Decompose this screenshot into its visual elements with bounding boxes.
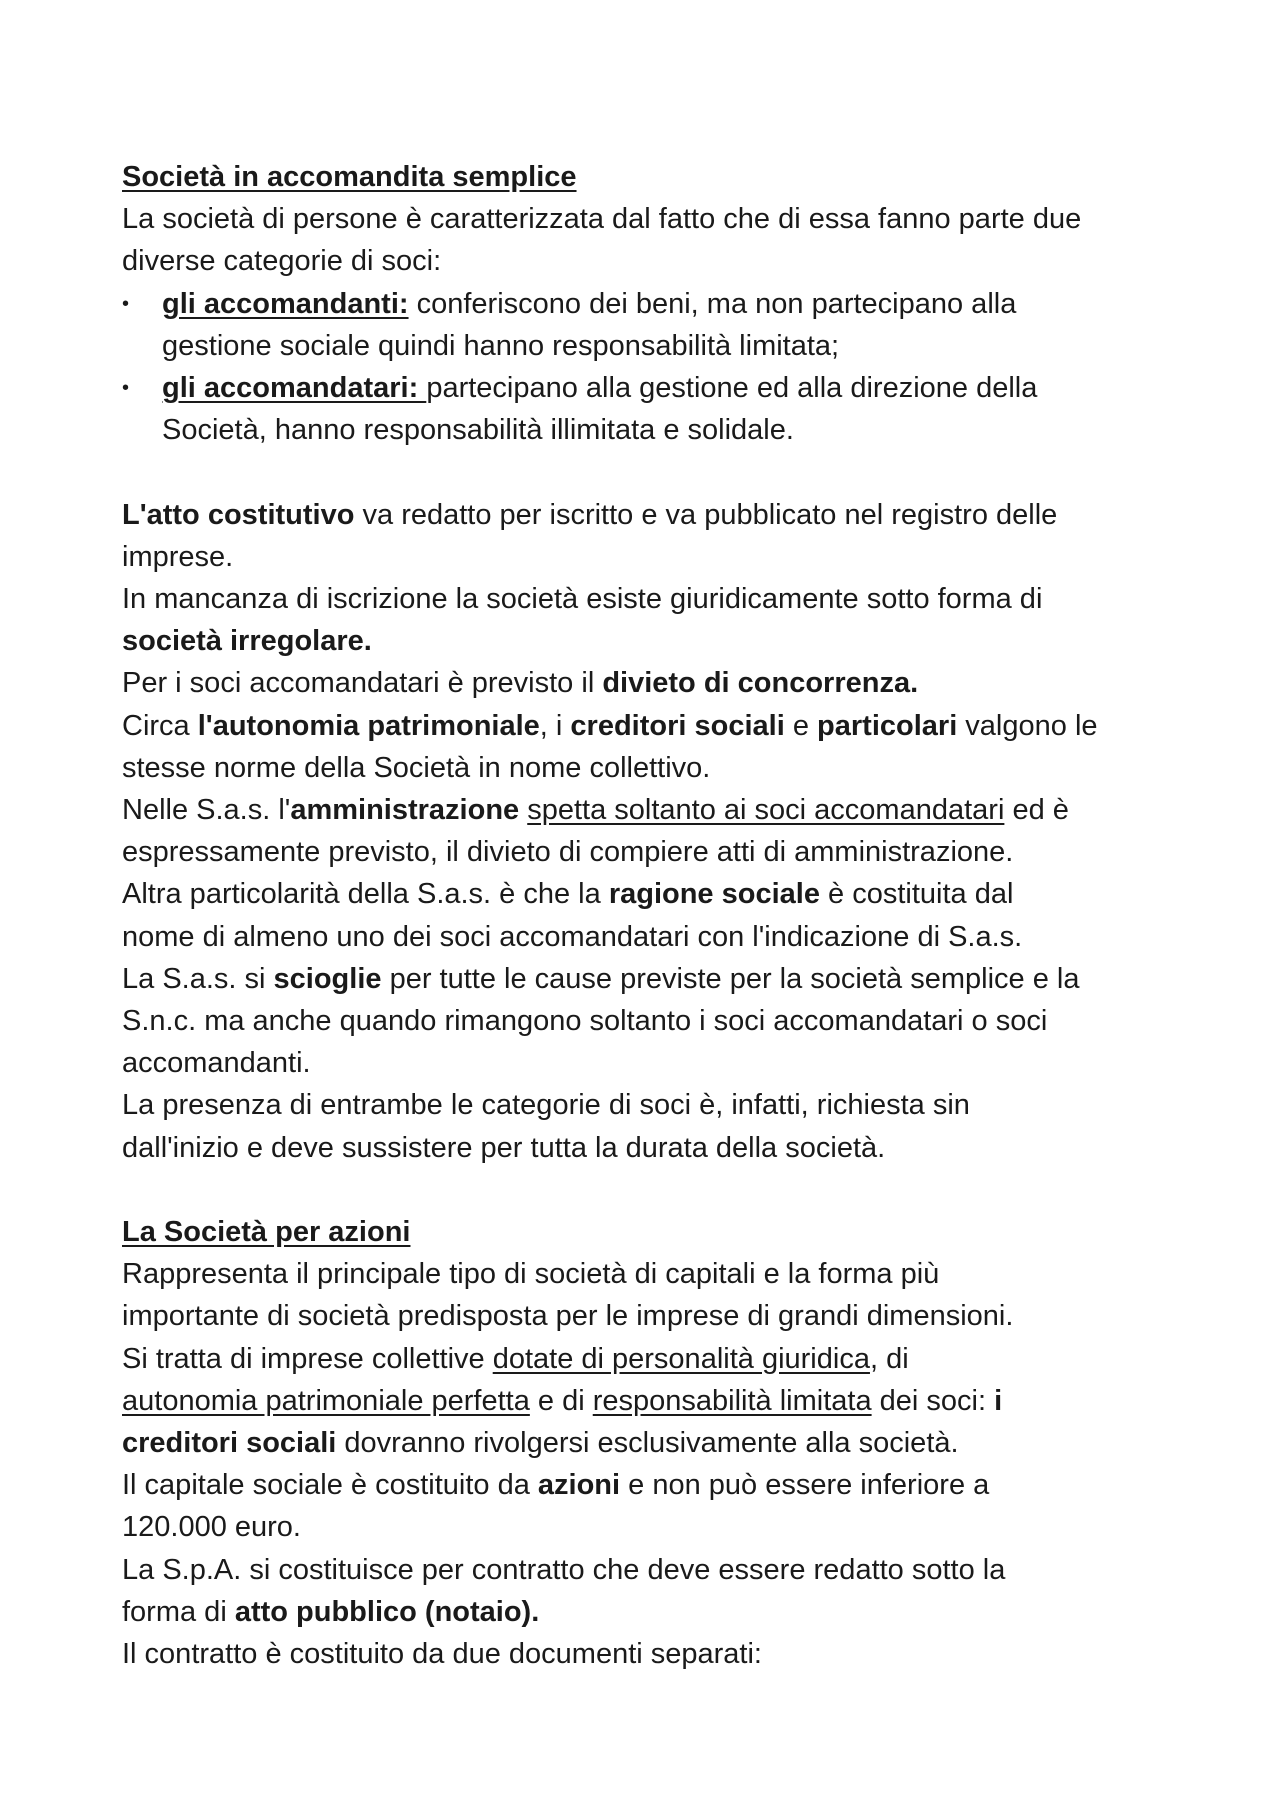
body-text: , i [539,709,571,742]
scioglie-line-3: accomandanti. [122,1047,311,1080]
body-text: per tutte le cause previste per la società semplice e la [381,962,1080,995]
body-text: valgono le [957,709,1098,742]
bold-text: l'autonomia patrimoniale [197,709,540,742]
body-text: Circa [122,709,198,742]
creditori-line [122,1422,1182,1464]
capitale-line-1 [122,1464,1182,1506]
body-text: forma di [122,1595,235,1628]
body-text: è costituita dal [819,878,1014,911]
bold-text: società irregolare. [122,625,372,658]
amministrazione-line-2: espressamente previsto, il divieto di compiere atti di amministrazione. [122,836,1014,869]
circa-line-2: stesse norme della Società in nome collettivo. [122,751,711,784]
circa-line-1 [122,705,1182,747]
body-text: Si tratta di imprese collettive [122,1342,493,1375]
document-page [122,156,1182,1675]
bold-text: creditori sociali [122,1427,337,1460]
bullet-icon: • [122,292,130,315]
mancanza-line-2 [122,620,1182,662]
body-text: , di [869,1342,909,1375]
bold-text: i [994,1384,1003,1417]
divieto-line [122,662,1182,704]
presenza-line-2: dall'inizio e deve sussistere per tutta la durata della società. [122,1131,886,1164]
body-text: e non può essere inferiore a [620,1469,990,1502]
bold-text: L'atto costitutivo [122,498,355,531]
mancanza-line-1: In mancanza di iscrizione la società esiste giuridicamente sotto forma di [122,583,1043,616]
body-text: dovranno rivolgersi esclusivamente alla società. [336,1427,959,1460]
tratta-line [122,1338,1182,1380]
body-text: e [784,709,818,742]
scioglie-line-1 [122,958,1182,1000]
sas-heading: Società in accomandita semplice [122,161,577,193]
paragraph-spacer [122,1169,1182,1211]
list-item-text: partecipano alla gestione ed alla direzione della [426,372,1038,405]
term-accomandanti: gli accomandanti: [162,287,409,320]
underlined-text: spetta soltanto ai soci accomandatari [527,794,1005,827]
bold-text: creditori sociali [570,709,785,742]
underlined-text: autonomia patrimoniale perfetta [122,1384,530,1417]
ragione-sociale-line-1 [122,873,1182,915]
sas-intro-line-1: La società di persone è caratterizzata dal fatto che di essa fanno parte due [122,203,1082,236]
rappresenta-line-2: importante di società predisposta per le imprese di grandi dimensioni. [122,1300,1014,1333]
body-text: e di [529,1384,593,1417]
soci-categories-list [122,283,1182,452]
body-text: Altra particolarità della S.a.s. è che la [122,878,609,911]
sas-intro-line-2: diverse categorie di soci: [122,245,442,278]
underlined-text: responsabilità limitata [592,1384,872,1417]
underlined-text: dotate di personalità giuridica [492,1342,870,1375]
contratto-line: Il contratto è costituito da due documenti separati: [122,1638,762,1671]
autonomia-line [122,1380,1182,1422]
amministrazione-line-1 [122,789,1182,831]
term-accomandatari: gli accomandatari: [162,372,427,405]
bold-text: atto pubblico (notaio). [234,1595,540,1628]
body-text: Per i soci accomandatari è previsto il [122,667,603,700]
bold-text: ragione sociale [608,878,820,911]
bold-text: azioni [537,1469,621,1502]
list-item-text: gestione sociale quindi hanno responsabilità limitata; [162,329,840,362]
capitale-line-2: 120.000 euro. [122,1511,301,1544]
costituzione-line-2 [122,1591,1182,1633]
bold-text: divieto di concorrenza. [602,667,919,700]
body-text: ed è [1004,794,1069,827]
costituzione-line-1: La S.p.A. si costituisce per contratto che deve essere redatto sotto la [122,1553,1006,1586]
bold-text: amministrazione [290,794,520,827]
atto-costitutivo-line-2: imprese. [122,540,234,573]
body-text: dei soci: [871,1384,995,1417]
scioglie-line-2: S.n.c. ma anche quando rimangono soltanto i soci accomandatari o soci [122,1005,1048,1038]
paragraph-spacer [122,451,1182,493]
spa-heading: La Società per azioni [122,1216,411,1249]
presenza-line-1: La presenza di entrambe le categorie di soci è, infatti, richiesta sin [122,1089,970,1122]
atto-costitutivo-line-1 [122,494,1182,536]
body-text: La S.a.s. si [122,962,274,995]
ragione-sociale-line-2: nome di almeno uno dei soci accomandatari con l'indicazione di S.a.s. [122,920,1023,953]
bold-text: particolari [817,709,958,742]
list-item [122,367,1182,451]
body-text: Nelle S.a.s. l' [122,794,291,827]
bold-text: scioglie [273,962,382,995]
list-item-text: conferiscono dei beni, ma non partecipano alla [408,287,1017,320]
body-text: Il capitale sociale è costituito da [122,1469,538,1502]
list-item [122,283,1182,367]
rappresenta-line-1: Rappresenta il principale tipo di società di capitali e la forma più [122,1258,940,1291]
bullet-icon: • [122,377,130,400]
list-item-text: Società, hanno responsabilità illimitata e solidale. [162,414,794,447]
body-text: va redatto per iscritto e va pubblicato nel registro delle [354,498,1058,531]
